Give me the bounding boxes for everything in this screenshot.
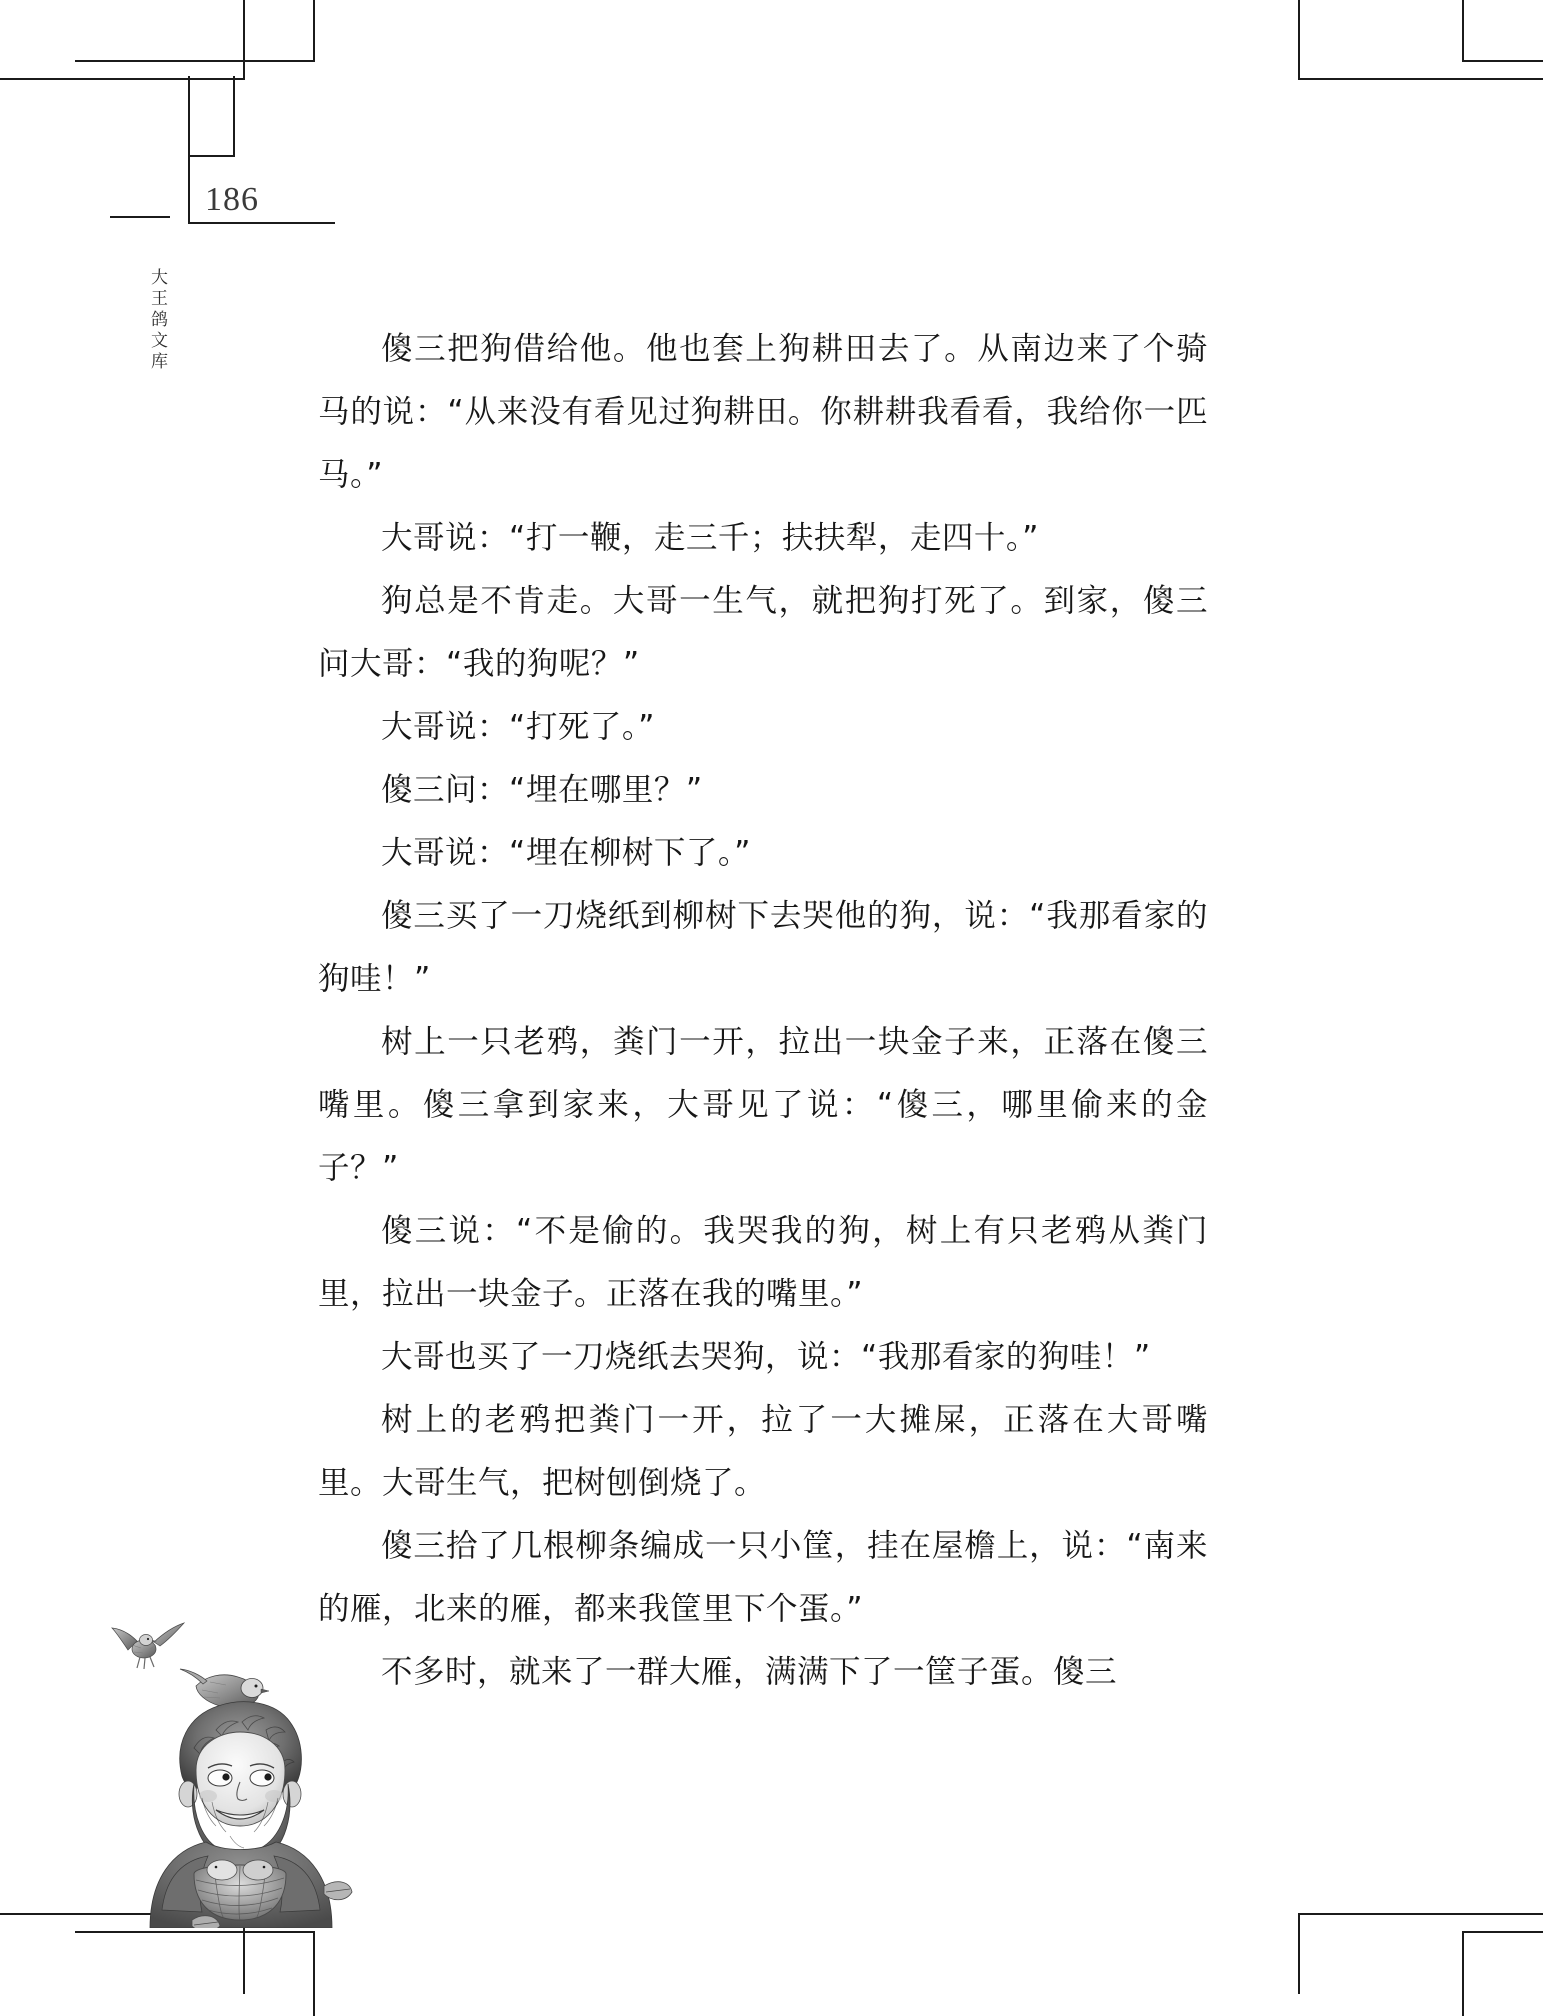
paragraph: 大哥说：“打一鞭，走三千；扶扶犁，走四十。” [381, 520, 1039, 556]
paragraph: 狗总是不肯走。大哥一生气，就把狗打死了。到家，傻三问大哥：“我的狗呢？” [318, 583, 1208, 682]
series-label-rule [110, 216, 170, 218]
folio-rule [188, 222, 335, 224]
paragraph: 大哥也买了一刀烧纸去哭狗，说：“我那看家的狗哇！” [381, 1339, 1151, 1375]
body-text-column [318, 318, 1208, 1704]
crop-mark-line [75, 1931, 315, 1933]
paragraph: 傻三说：“不是偷的。我哭我的狗，树上有只老鸦从粪门里，拉出一块金子。正落在我的嘴里。” [318, 1213, 1208, 1312]
paragraph: 傻三拾了几根柳条编成一只小筐，挂在屋檐上，说：“南来的雁，北来的雁，都来我筐里下个蛋。” [318, 1528, 1208, 1627]
crop-mark-line [1298, 0, 1300, 80]
eye-pupil [264, 1773, 271, 1780]
crop-mark-line [1298, 1913, 1300, 1994]
folio-rule [233, 76, 235, 156]
crop-mark-line [1464, 1931, 1543, 1933]
illustration [110, 1598, 370, 1928]
paragraph: 大哥说：“打死了。” [381, 709, 655, 745]
ear [283, 1781, 301, 1807]
paragraph: 傻三问：“埋在哪里？” [381, 772, 703, 808]
crop-mark-line [1298, 1913, 1543, 1915]
crop-mark-line [1462, 0, 1464, 62]
leaf [324, 1882, 352, 1900]
crop-mark-line [75, 60, 315, 62]
eye-pupil [222, 1773, 229, 1780]
folio-rule [188, 76, 190, 224]
paragraph: 树上一只老鸦，粪门一开，拉出一块金子来，正落在傻三嘴里。傻三拿到家来，大哥见了说：“傻三，哪里偷来的金子？” [318, 1024, 1208, 1186]
paragraph: 大哥说：“埋在柳树下了。” [381, 835, 751, 871]
illustration-drawing [110, 1598, 370, 1928]
chick [207, 1860, 237, 1880]
folio-rule [188, 155, 235, 157]
flying-bird-icon [112, 1623, 184, 1669]
page-number: 186 [205, 181, 259, 218]
crop-mark-line [243, 0, 245, 80]
crop-mark-line [313, 1931, 315, 2016]
paragraph: 不多时，就来了一群大雁，满满下了一筐子蛋。傻三 [381, 1654, 1118, 1690]
series-label: 大王鸽文库 [147, 268, 167, 373]
chick [243, 1860, 273, 1880]
paragraph: 傻三把狗借给他。他也套上狗耕田去了。从南边来了个骑马的说：“从来没有看见过狗耕田。你耕耕我看看，我给你一匹马。” [318, 331, 1208, 493]
crop-mark-line [1464, 60, 1543, 62]
crop-mark-line [0, 78, 245, 80]
paragraph: 傻三买了一刀烧纸到柳树下去哭他的狗，说：“我那看家的狗哇！” [318, 898, 1208, 997]
crop-mark-line [1298, 78, 1543, 80]
crop-mark-line [313, 0, 315, 62]
crop-mark-line [1462, 1931, 1464, 2016]
paragraph: 树上的老鸦把粪门一开，拉了一大摊屎，正落在大哥嘴里。大哥生气，把树刨倒烧了。 [318, 1402, 1208, 1501]
